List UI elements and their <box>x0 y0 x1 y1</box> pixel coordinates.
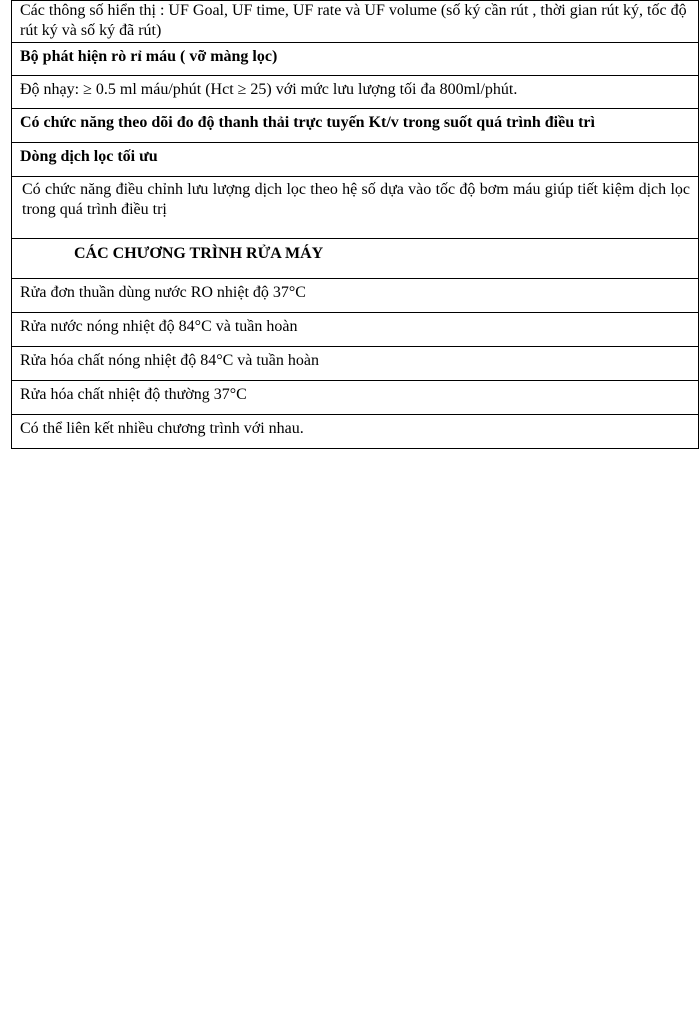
dialysate-desc-cell: Có chức năng điều chỉnh lưu lượng dịch lọc theo hệ số dựa vào tốc độ bơm máu giúp tiết kiệm dịch lọc trong quá trình điều trị <box>12 177 699 239</box>
ktv-monitoring-cell: Có chức năng theo dõi đo độ thanh thải trực tuyến Kt/v trong suốt quá trình điều trì <box>12 109 699 143</box>
table-row <box>12 109 699 143</box>
table-row <box>12 43 699 76</box>
table-row <box>12 143 699 177</box>
table-row <box>12 177 699 239</box>
spec-table <box>11 0 699 449</box>
blood-leak-sensitivity-cell: Độ nhạy: ≥ 0.5 ml máu/phút (Hct ≥ 25) với mức lưu lượng tối đa 800ml/phút. <box>12 76 699 109</box>
cleaning-item-cell: Có thể liên kết nhiều chương trình với nhau. <box>12 415 699 449</box>
table-row <box>12 347 699 381</box>
blood-leak-title-cell: Bộ phát hiện rò rỉ máu ( vỡ màng lọc) <box>12 43 699 76</box>
cleaning-title-cell <box>12 239 699 279</box>
table-row <box>12 381 699 415</box>
display-params-cell: Các thông số hiển thị : UF Goal, UF time, UF rate và UF volume (số ký cần rút , thời gian rút ký, tốc độ rút ký và số ký đã rút) <box>12 1 699 43</box>
table-row <box>12 1 699 43</box>
table-row <box>12 279 699 313</box>
cleaning-item-cell: Rửa nước nóng nhiệt độ 84°C và tuần hoàn <box>12 313 699 347</box>
dialysate-title-cell: Dòng dịch lọc tối ưu <box>12 143 699 177</box>
table-row <box>12 313 699 347</box>
cleaning-item-cell: Rửa đơn thuần dùng nước RO nhiệt độ 37°C <box>12 279 699 313</box>
cleaning-section-title: CÁC CHƯƠNG TRÌNH RỬA MÁY <box>74 245 324 262</box>
cleaning-item-cell: Rửa hóa chất nhiệt độ thường 37°C <box>12 381 699 415</box>
spec-table-body <box>12 1 699 449</box>
table-row <box>12 239 699 279</box>
cleaning-item-cell: Rửa hóa chất nóng nhiệt độ 84°C và tuần hoàn <box>12 347 699 381</box>
table-row <box>12 76 699 109</box>
table-row <box>12 415 699 449</box>
